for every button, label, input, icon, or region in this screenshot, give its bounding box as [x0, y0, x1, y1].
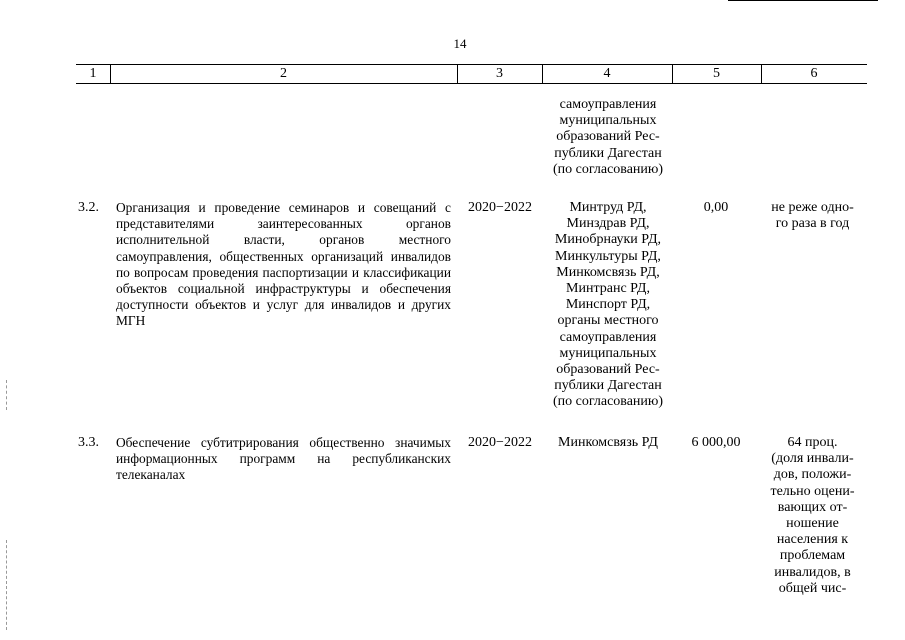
row-number: 3.2. [78, 200, 99, 215]
column-header-5: 5 [713, 66, 720, 81]
column-header-4: 4 [603, 66, 611, 81]
continued-executors: самоуправления муниципальных образований Рес- публики Дагестан (по согласованию) [552, 97, 664, 177]
column-header-2: 2 [280, 66, 287, 81]
column-header-1: 1 [89, 66, 97, 81]
row-period: 2020−2022 [468, 200, 532, 215]
row-executors: Минкомсвязь РД [558, 435, 658, 450]
column-header-6: 6 [810, 66, 818, 81]
row-indicator: не реже одно- го раза в год [771, 200, 854, 232]
scan-artifact [6, 380, 9, 410]
table-header [76, 64, 867, 84]
row-indicator: 64 проц. (доля инвали- дов, положи- тельно оцени- вающих от- ношение населения к проблемам инвалидов, в общей чис- [770, 435, 855, 596]
row-executors: Минтруд РД, Минздрав РД, Минобрнауки РД, Минкультуры РД, Минкомсвязь РД, Минтранс РД, Минспорт РД, органы местного самоуправления муниципальных образований Рес- публики Дагестан (по согласованию) [552, 200, 664, 410]
row-description: Организация и проведение семинаров и совещаний с представителями заинтересованных органов исполнительной власти, органов местного самоуправления, общественных организаций инвалидов по вопросам проведения паспортизации и классификации объектов социальной инфраструктуры и обеспечения доступности объектов и услуг для инвалидов и других МГН [116, 200, 451, 329]
row-amount: 6 000,00 [691, 435, 741, 450]
column-header-3: 3 [496, 66, 503, 81]
row-number: 3.3. [78, 435, 99, 450]
row-amount: 0,00 [703, 200, 729, 215]
page-number: 14 [453, 36, 467, 51]
top-rule [728, 0, 878, 1]
row-period: 2020−2022 [468, 435, 532, 450]
scan-artifact [6, 540, 9, 630]
row-description: Обеспечение субтитрирования общественно значимых информационных программ на республиканских телеканалах [116, 435, 451, 483]
